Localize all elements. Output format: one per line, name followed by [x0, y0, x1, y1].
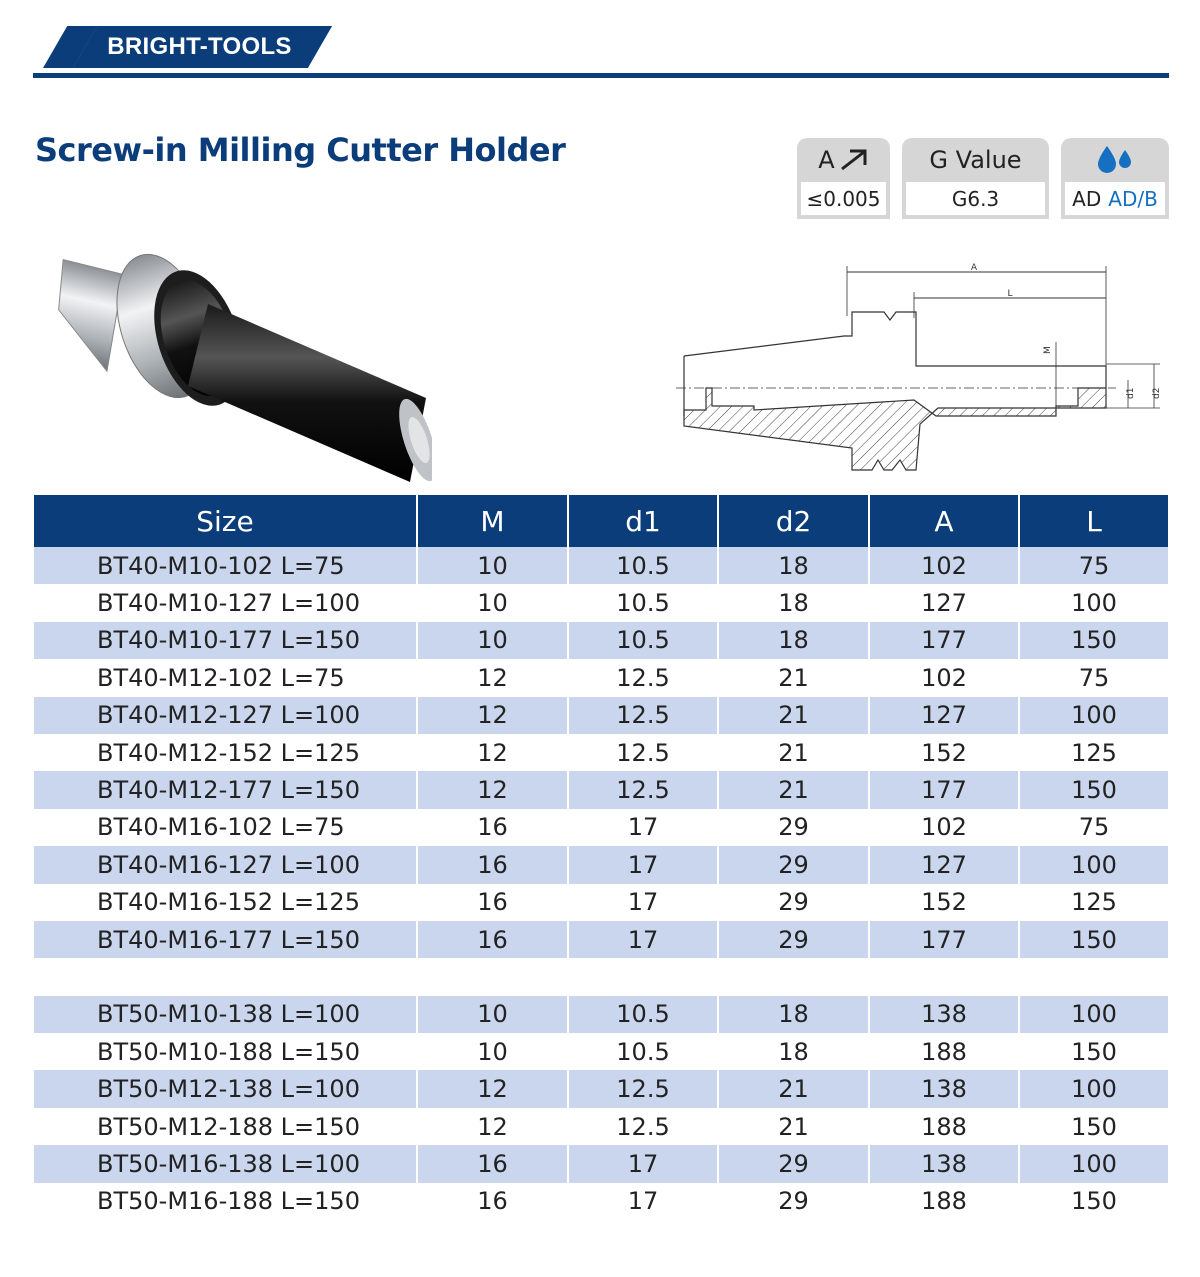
table-row [34, 622, 1168, 659]
table-cell-d1: 10.5 [569, 547, 719, 584]
table-cell-size: BT40-M12-127 L=100 [34, 697, 418, 734]
spec-coolant [1061, 138, 1169, 219]
table-cell-size: BT50-M10-138 L=100 [34, 996, 418, 1033]
table-cell-size: BT50-M16-138 L=100 [34, 1145, 418, 1182]
spec-coolant-value: AD [1072, 186, 1102, 211]
table-cell-l: 100 [1071, 589, 1117, 618]
table-cell-l: 150 [1071, 1037, 1117, 1066]
brand-name: BRIGHT-TOOLS [107, 33, 292, 60]
col-header-m: M [418, 495, 569, 547]
spec-runout-label: A [818, 145, 835, 174]
table-row [34, 921, 1168, 958]
table-cell-d1: 17 [569, 1183, 719, 1220]
table-cell-d2: 29 [719, 1145, 870, 1182]
table-cell-d2: 21 [719, 659, 870, 696]
table-cell-d2: 29 [719, 921, 870, 958]
table-cell-d1: 10.5 [569, 622, 719, 659]
table-group-spacer [34, 958, 1168, 995]
table-cell-d1: 17 [569, 1145, 719, 1182]
table-cell-a: 138 [870, 996, 1020, 1033]
table-cell-a: 188 [870, 1033, 1020, 1070]
page-title: Screw-in Milling Cutter Holder [35, 131, 566, 169]
col-header-size: Size [34, 495, 418, 547]
table-cell-l: 150 [1071, 626, 1117, 655]
table-row [34, 884, 1168, 921]
table-row [34, 771, 1168, 808]
spec-coolant-value-extra: AD/B [1108, 186, 1158, 211]
spec-runout [797, 138, 890, 219]
dim-label-d1: d1 [1126, 387, 1136, 399]
table-row [34, 1108, 1168, 1145]
table-cell-d2: 18 [719, 547, 870, 584]
table-cell-a: 138 [870, 1070, 1020, 1107]
table-header [34, 495, 1168, 547]
table-cell-l: 100 [1071, 1075, 1117, 1104]
table-cell-d2: 18 [719, 996, 870, 1033]
table-cell-size: BT40-M12-102 L=75 [34, 659, 418, 696]
table-cell-m: 16 [418, 846, 569, 883]
table-row [34, 734, 1168, 771]
table-cell-d1: 12.5 [569, 1070, 719, 1107]
table-cell-l: 100 [1071, 850, 1117, 879]
col-header-l: L [1086, 504, 1102, 538]
table-cell-d2: 21 [719, 1108, 870, 1145]
table-cell-size: BT40-M10-102 L=75 [34, 547, 418, 584]
table-cell-a: 102 [870, 809, 1020, 846]
table-cell-size: BT40-M16-102 L=75 [34, 809, 418, 846]
table-row [34, 1033, 1168, 1070]
col-header-d2: d2 [719, 495, 870, 547]
table-cell-a: 177 [870, 771, 1020, 808]
table-cell-d2: 29 [719, 809, 870, 846]
table-cell-size: BT40-M16-127 L=100 [34, 846, 418, 883]
col-header-a: A [870, 495, 1020, 547]
table-cell-a: 102 [870, 547, 1020, 584]
table-cell-m: 16 [418, 921, 569, 958]
table-cell-l: 100 [1071, 1000, 1117, 1029]
table-cell-d2: 21 [719, 771, 870, 808]
table-cell-m: 12 [418, 771, 569, 808]
table-cell-l: 75 [1078, 663, 1110, 692]
table-cell-m: 10 [418, 584, 569, 621]
table-cell-l: 75 [1078, 813, 1110, 842]
table-body [34, 547, 1168, 1220]
table-row [34, 1183, 1168, 1220]
table-cell-d2: 21 [719, 697, 870, 734]
table-cell-m: 10 [418, 547, 569, 584]
brand-logo [33, 26, 309, 68]
table-cell-size: BT50-M12-188 L=150 [34, 1108, 418, 1145]
table-row [34, 1145, 1168, 1182]
table-cell-m: 10 [418, 622, 569, 659]
dim-label-a: A [970, 263, 978, 273]
table-cell-d1: 12.5 [569, 734, 719, 771]
table-cell-l: 125 [1071, 738, 1117, 767]
spec-table [34, 495, 1168, 1220]
table-cell-size: BT40-M12-177 L=150 [34, 771, 418, 808]
table-cell-d2: 29 [719, 846, 870, 883]
table-cell-l: 150 [1071, 776, 1117, 805]
table-cell-d1: 10.5 [569, 996, 719, 1033]
table-cell-d1: 10.5 [569, 1033, 719, 1070]
table-cell-a: 127 [870, 697, 1020, 734]
table-cell-size: BT50-M12-138 L=100 [34, 1070, 418, 1107]
table-cell-l: 125 [1071, 888, 1117, 917]
table-cell-a: 188 [870, 1183, 1020, 1220]
table-cell-d2: 18 [719, 584, 870, 621]
col-header-d1: d1 [569, 495, 719, 547]
table-cell-d1: 12.5 [569, 771, 719, 808]
table-cell-size: BT40-M16-152 L=125 [34, 884, 418, 921]
spec-g-value-label: G Value [929, 145, 1022, 174]
table-cell-m: 16 [418, 884, 569, 921]
spec-g-value-value: G6.3 [951, 186, 1000, 211]
table-cell-d1: 17 [569, 884, 719, 921]
spec-runout-value: ≤0.005 [806, 186, 881, 211]
table-cell-d2: 29 [719, 1183, 870, 1220]
table-cell-d1: 12.5 [569, 659, 719, 696]
arrow-up-right-icon [839, 148, 869, 172]
table-row [34, 846, 1168, 883]
table-cell-size: BT40-M12-152 L=125 [34, 734, 418, 771]
table-row [34, 547, 1168, 584]
table-cell-a: 152 [870, 734, 1020, 771]
table-cell-m: 12 [418, 1070, 569, 1107]
table-cell-a: 177 [870, 921, 1020, 958]
table-cell-l: 100 [1071, 701, 1117, 730]
table-cell-d1: 17 [569, 809, 719, 846]
table-row [34, 1070, 1168, 1107]
table-cell-d1: 12.5 [569, 1108, 719, 1145]
table-cell-size: BT40-M16-177 L=150 [34, 921, 418, 958]
table-cell-d2: 29 [719, 884, 870, 921]
table-row [34, 659, 1168, 696]
table-cell-m: 12 [418, 734, 569, 771]
table-cell-size: BT40-M10-127 L=100 [34, 584, 418, 621]
table-cell-m: 10 [418, 996, 569, 1033]
table-cell-d1: 12.5 [569, 697, 719, 734]
table-cell-size: BT40-M10-177 L=150 [34, 622, 418, 659]
coolant-drops-icon [1095, 144, 1135, 176]
technical-drawing [676, 258, 1170, 476]
table-cell-m: 16 [418, 1145, 569, 1182]
table-cell-l: 150 [1071, 1187, 1117, 1216]
table-cell-a: 188 [870, 1108, 1020, 1145]
table-cell-d2: 21 [719, 1070, 870, 1107]
table-cell-d1: 10.5 [569, 584, 719, 621]
table-cell-a: 152 [870, 884, 1020, 921]
table-cell-d2: 21 [719, 734, 870, 771]
table-cell-a: 138 [870, 1145, 1020, 1182]
table-row [34, 584, 1168, 621]
dim-label-l: L [1007, 289, 1013, 299]
table-cell-m: 12 [418, 697, 569, 734]
header-rule [33, 73, 1169, 78]
table-cell-d1: 17 [569, 921, 719, 958]
table-cell-m: 16 [418, 1183, 569, 1220]
table-cell-l: 100 [1071, 1149, 1117, 1178]
table-cell-a: 102 [870, 659, 1020, 696]
table-cell-m: 12 [418, 659, 569, 696]
table-cell-m: 12 [418, 1108, 569, 1145]
table-cell-l: 150 [1071, 925, 1117, 954]
table-cell-a: 127 [870, 584, 1020, 621]
table-row [34, 996, 1168, 1033]
table-cell-m: 10 [418, 1033, 569, 1070]
table-cell-d1: 17 [569, 846, 719, 883]
table-cell-l: 75 [1078, 551, 1110, 580]
table-cell-d2: 18 [719, 622, 870, 659]
table-cell-m: 16 [418, 809, 569, 846]
product-image [48, 246, 432, 490]
table-cell-a: 127 [870, 846, 1020, 883]
table-cell-size: BT50-M16-188 L=150 [34, 1183, 418, 1220]
dim-label-d2: d2 [1152, 387, 1162, 399]
table-cell-d2: 18 [719, 1033, 870, 1070]
table-cell-a: 177 [870, 622, 1020, 659]
spec-g-value [902, 138, 1049, 219]
table-cell-l: 150 [1071, 1112, 1117, 1141]
table-row [34, 697, 1168, 734]
table-row [34, 809, 1168, 846]
dim-label-m: M [1043, 346, 1053, 354]
table-cell-size: BT50-M10-188 L=150 [34, 1033, 418, 1070]
